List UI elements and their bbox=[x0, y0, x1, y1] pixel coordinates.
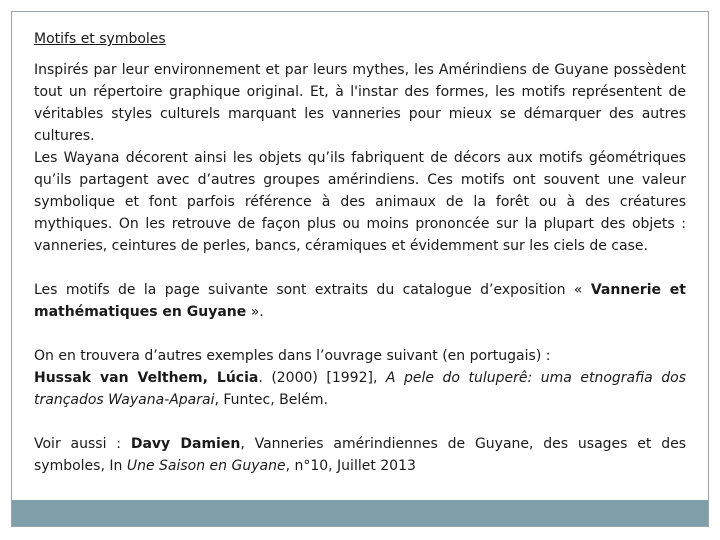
reference-author: Hussak van Velthem, Lúcia bbox=[34, 370, 259, 386]
paragraph-wayana: Les Wayana décorent ainsi les objets qu’ils fabriquent de décors aux motifs géométriques qu’ils partagent avec d’autres groupes amérindiens. Ces motifs ont souvent une valeur symbolique et font parfois référence à des animaux de la forêt ou à des créatures mythiques. On les retrouve de façon plus ou moins prononcée sur la plupart des objets : vanneries, ceintures de perles, bancs, céramiques et évidemment sur les ciels de case. bbox=[34, 150, 686, 254]
paragraph-catalogue bbox=[34, 279, 686, 323]
page-title: Motifs et symboles bbox=[34, 31, 166, 47]
reference-work: A pele do tuluperê: uma etnografia dos trançados Wayana-Aparai bbox=[34, 370, 687, 408]
see-also-prefix: Voir aussi : bbox=[34, 436, 131, 452]
reference-dates: . (2000) [1992], bbox=[258, 370, 386, 386]
paragraph-intro: Inspirés par leur environnement et par leurs mythes, les Amérindiens de Guyane possèdent tout un répertoire graphique original. Et, à l'instar des formes, les motifs représentent de véritables styles culturels marquant les vanneries pour mieux se démarquer des autres cultures. bbox=[34, 62, 686, 144]
footer-bar bbox=[12, 500, 708, 526]
see-also-end: , n°10, Juillet 2013 bbox=[285, 458, 416, 474]
text-content bbox=[34, 28, 686, 477]
catalogue-text: Les motifs de la page suivante sont extraits du catalogue d’exposition « bbox=[34, 282, 591, 298]
catalogue-end: ». bbox=[246, 304, 264, 320]
spacer bbox=[34, 323, 686, 345]
reference-publisher: , Funtec, Belém. bbox=[214, 392, 328, 408]
paragraph-see-also bbox=[34, 433, 686, 477]
see-also-author: Davy Damien bbox=[130, 436, 241, 452]
spacer bbox=[34, 411, 686, 433]
see-also-magazine: Une Saison en Guyane bbox=[126, 458, 286, 474]
reference-intro: On en trouvera d’autres exemples dans l’ouvrage suivant (en portugais) : bbox=[34, 348, 551, 364]
see-also-middle: , Vanneries amérindiennes de Guyane, des usages et des symboles, In bbox=[34, 436, 686, 474]
paragraph-reference bbox=[34, 345, 686, 411]
slide bbox=[11, 11, 709, 527]
catalogue-title: Vannerie et mathématiques en Guyane bbox=[34, 282, 686, 320]
spacer bbox=[34, 257, 686, 279]
